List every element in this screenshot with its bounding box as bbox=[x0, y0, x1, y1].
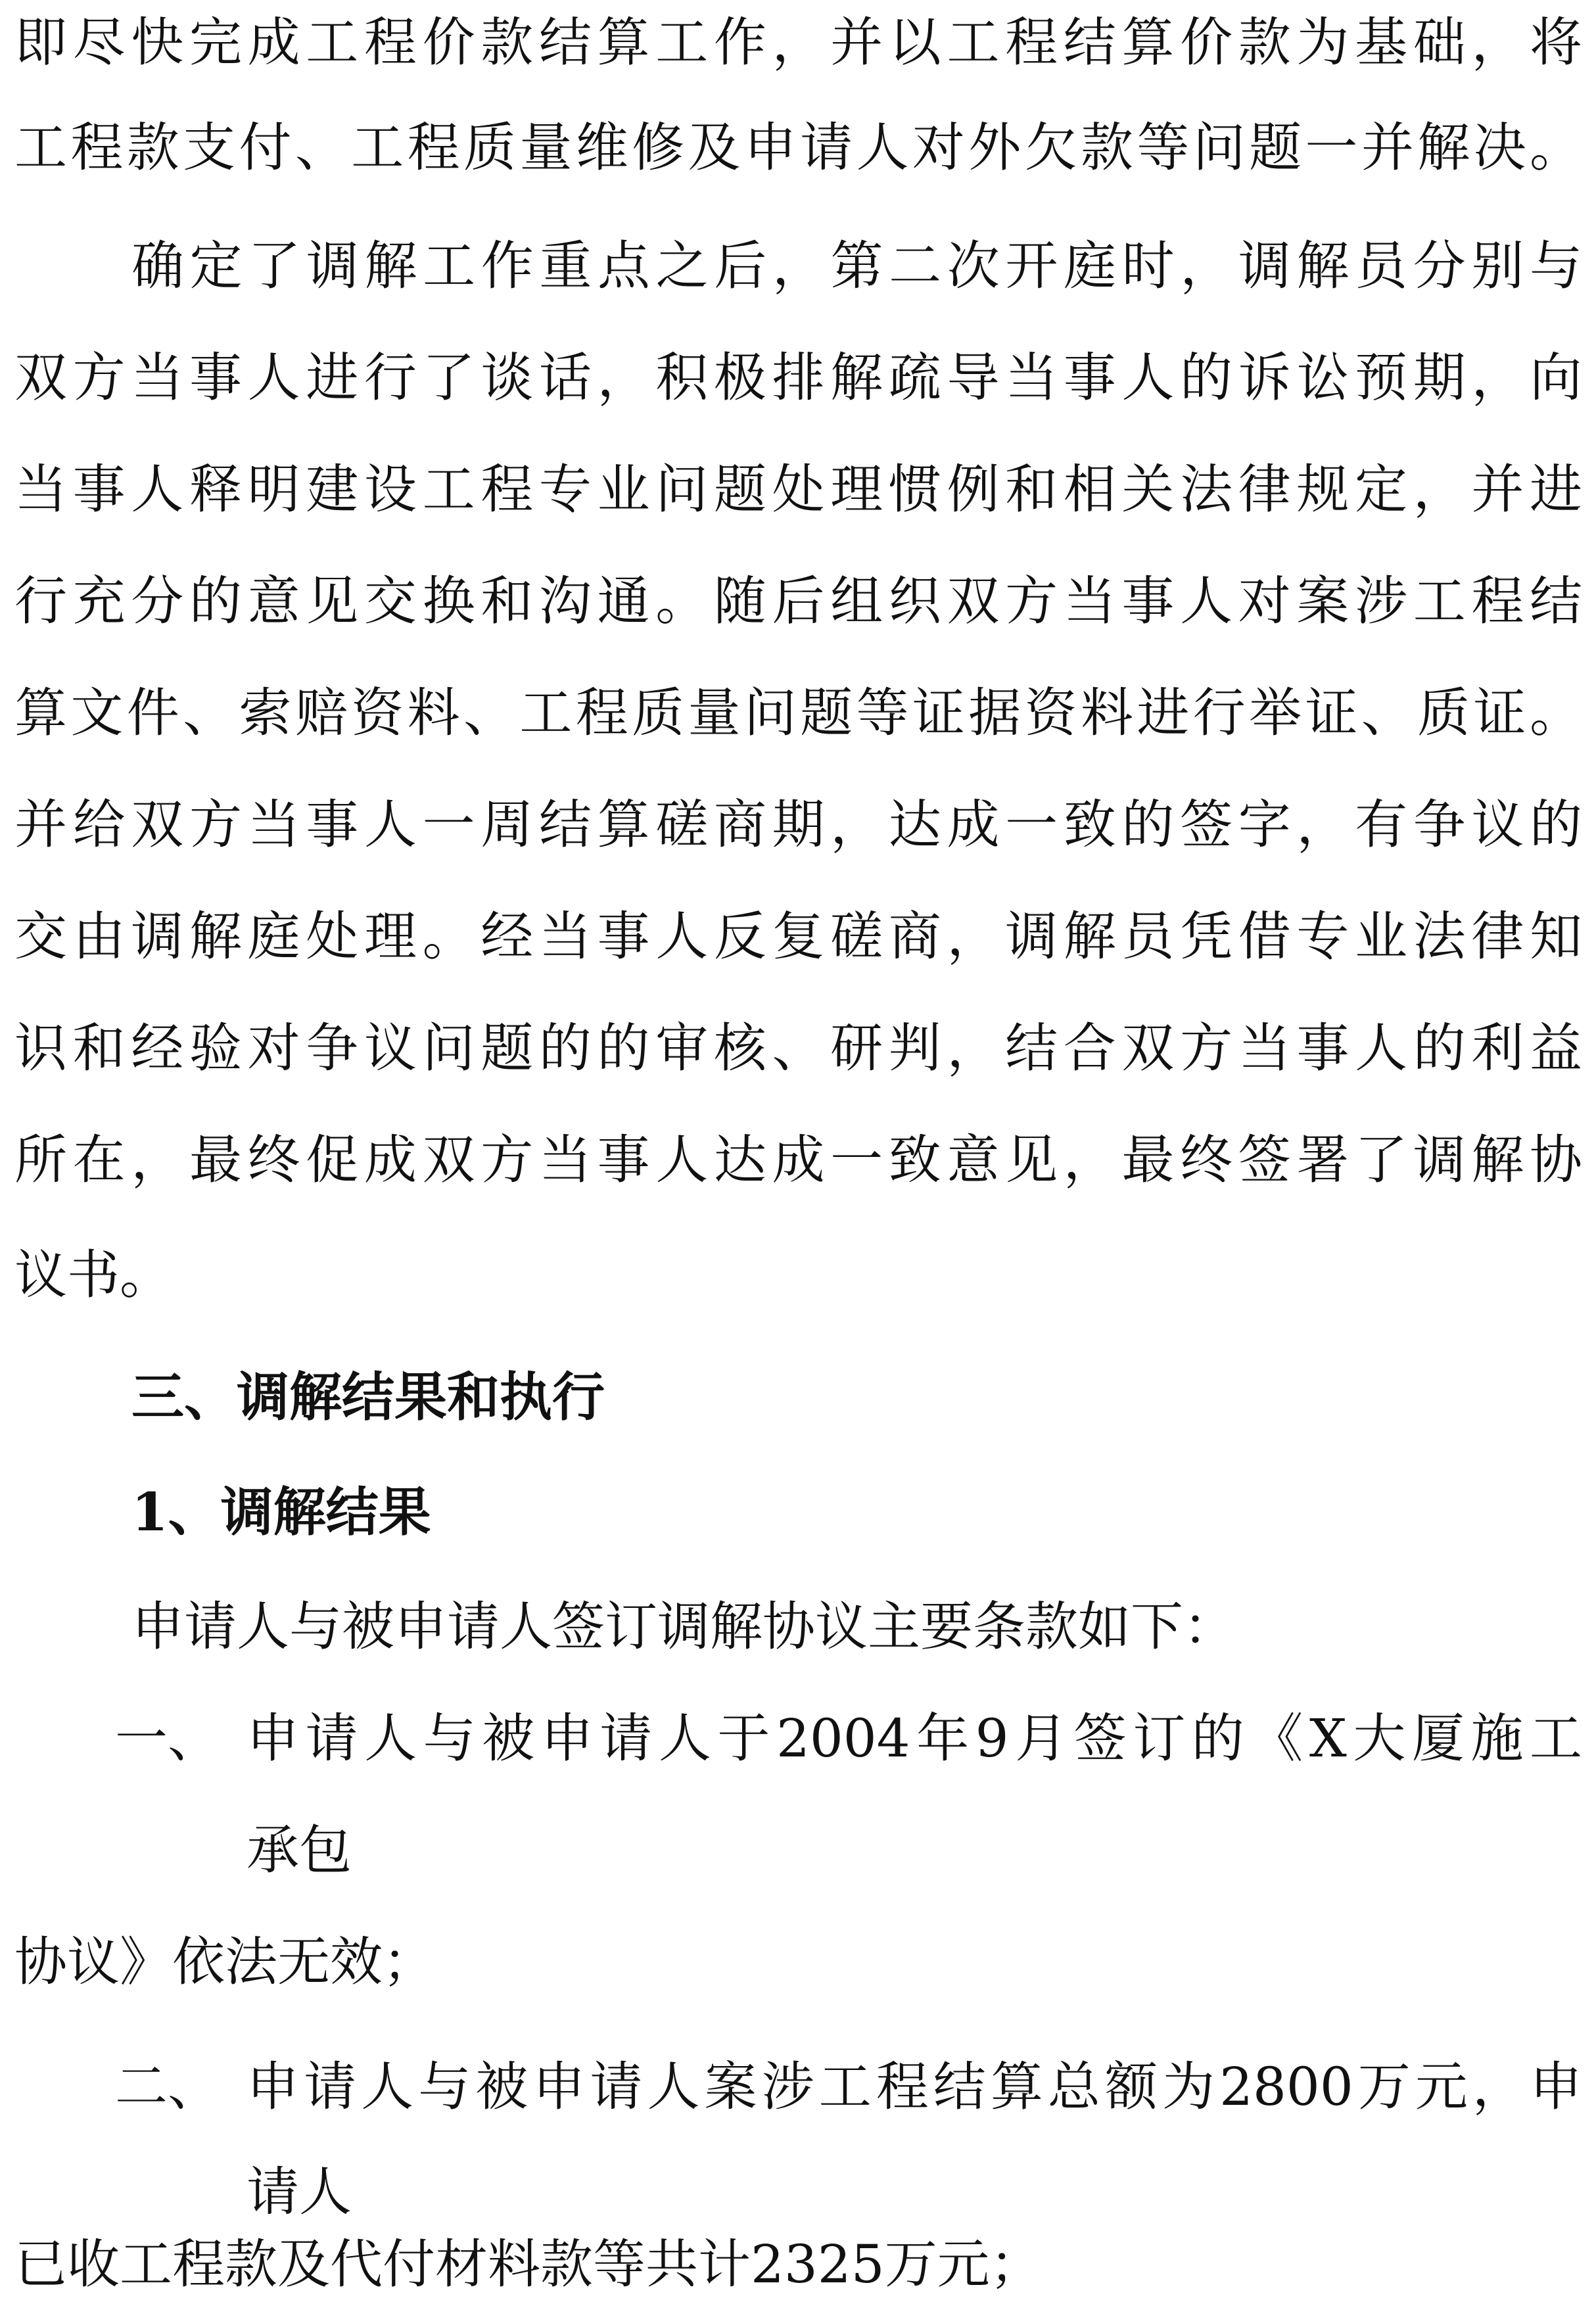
subsection-heading: 1、调解结果 bbox=[131, 1481, 431, 1543]
paragraph-line: 议书。 bbox=[14, 1244, 172, 1306]
paragraph-line: 双方当事人进行了谈话，积极排解疏导当事人的诉讼预期，向 bbox=[14, 347, 1582, 408]
list-item-number: 一、 bbox=[115, 1708, 220, 1769]
paragraph-line: 并给双方当事人一周结算磋商期，达成一致的签字，有争议的 bbox=[14, 794, 1582, 855]
list-item-number: 二、 bbox=[115, 2056, 220, 2117]
paragraph-line: 识和经验对争议问题的的审核、研判，结合双方当事人的利益 bbox=[14, 1018, 1582, 1079]
list-item-text: 承包 bbox=[246, 1820, 352, 1881]
paragraph-line: 确定了调解工作重点之后，第二次开庭时，调解员分别与 bbox=[131, 235, 1582, 296]
list-item-text: 申请人与被申请人案涉工程结算总额为2800万元，申 bbox=[246, 2056, 1582, 2117]
paragraph-line: 所在，最终促成双方当事人达成一致意见，最终签署了调解协 bbox=[14, 1129, 1582, 1190]
paragraph-line: 行充分的意见交换和沟通。随后组织双方当事人对案涉工程结 bbox=[14, 571, 1582, 632]
paragraph-line: 当事人释明建设工程专业问题处理惯例和相关法律规定，并进 bbox=[14, 459, 1582, 520]
paragraph-line: 工程款支付、工程质量维修及申请人对外欠款等问题一并解决。 bbox=[14, 117, 1582, 178]
paragraph-line: 交由调解庭处理。经当事人反复磋商，调解员凭借专业法律知 bbox=[14, 906, 1582, 967]
list-intro: 申请人与被申请人签订调解协议主要条款如下： bbox=[131, 1596, 1236, 1657]
paragraph-line: 即尽快完成工程价款结算工作，并以工程结算价款为基础，将 bbox=[14, 12, 1582, 73]
list-item-text: 申请人与被申请人于2004年9月签订的《X大厦施工 bbox=[246, 1708, 1582, 1769]
list-item-continuation: 已收工程款及代付材料款等共计2325万元； bbox=[14, 2234, 1043, 2295]
paragraph-line: 算文件、索赔资料、工程质量问题等证据资料进行举证、质证。 bbox=[14, 682, 1582, 743]
section-heading: 三、调解结果和执行 bbox=[131, 1366, 605, 1428]
list-item-continuation: 协议》依法无效； bbox=[14, 1931, 435, 1992]
list-item-text: 请人 bbox=[246, 2161, 352, 2223]
